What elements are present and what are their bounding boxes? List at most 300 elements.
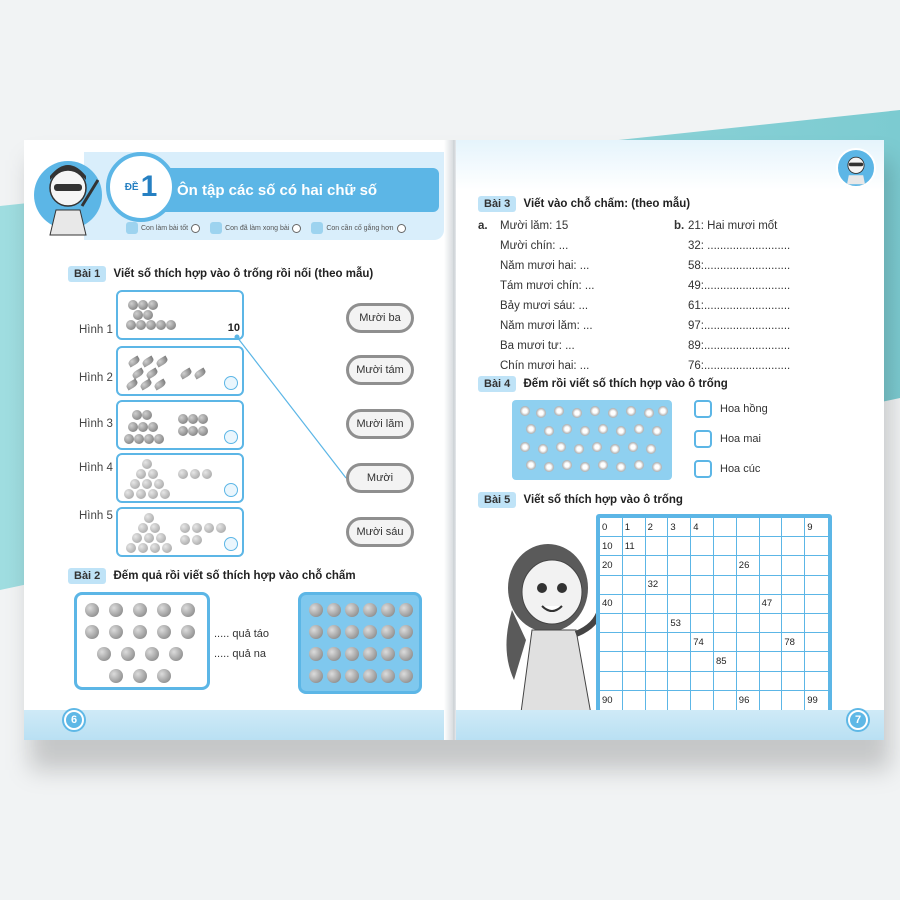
answer-box[interactable] (694, 400, 712, 418)
apple-icon (202, 469, 212, 479)
custard-apple-icon (327, 603, 341, 617)
grid-cell: 32 (646, 576, 669, 595)
hinh-label: Hình 2 (79, 372, 113, 384)
option-label: Hoa hồng (720, 403, 768, 415)
grid-cell: 47 (760, 595, 783, 614)
custard-apple-icon (381, 647, 395, 661)
answer-circle[interactable] (224, 430, 238, 444)
apple-icon (130, 479, 140, 489)
option-label: Hoa mai (720, 433, 761, 445)
col-b-item: 32: .......................... (688, 240, 791, 252)
grid-cell[interactable] (737, 633, 760, 652)
page-number: 7 (848, 710, 868, 730)
grid-cell: 26 (737, 556, 760, 575)
flower-icon (520, 442, 530, 452)
grid-cell[interactable] (714, 633, 737, 652)
custard-apple-icon (309, 603, 323, 617)
grid-cell[interactable] (600, 614, 623, 633)
fruit-icon (188, 414, 198, 424)
flower-icon (544, 462, 554, 472)
grid-cell[interactable] (668, 576, 691, 595)
fruit-icon (178, 414, 188, 424)
option-pill[interactable]: Mười (346, 463, 414, 493)
answer-circle[interactable] (224, 376, 238, 390)
col-b-item: 76:........................... (688, 360, 791, 372)
grid-cell[interactable] (714, 537, 737, 556)
grid-cell[interactable] (691, 537, 714, 556)
rating-checkbox[interactable] (292, 224, 301, 233)
bai2-heading (68, 568, 356, 584)
bai3-tag: Bài 3 (478, 196, 516, 212)
grid-cell[interactable] (600, 652, 623, 671)
custard-apple-icon (345, 603, 359, 617)
custard-apple-icon (309, 669, 323, 683)
flower-icon (526, 424, 536, 434)
grid-cell: 99 (807, 694, 818, 706)
onion-icon (216, 523, 226, 533)
grid-cell[interactable] (691, 576, 714, 595)
carrot-icon (127, 355, 141, 367)
carrot-icon (141, 355, 155, 367)
flower-icon (628, 442, 638, 452)
col-a-item: Chín mươi hai: ... (500, 360, 590, 372)
hinh-label: Hình 4 (79, 462, 113, 474)
flower-icon (554, 406, 564, 416)
hinh-box (116, 290, 244, 340)
apple-icon (109, 603, 123, 617)
bai1-heading (68, 266, 373, 282)
grid-cell[interactable] (805, 633, 828, 652)
flower-icon (652, 426, 662, 436)
rating-item (126, 222, 200, 234)
flower-icon (544, 426, 554, 436)
apple-icon (124, 489, 134, 499)
fruit-icon (124, 434, 134, 444)
bai5-title: Viết số thích hợp vào ô trống (523, 494, 683, 506)
grid-cell[interactable] (623, 633, 646, 652)
apple-icon (181, 603, 195, 617)
answer-box[interactable] (694, 460, 712, 478)
option-pill[interactable]: Mười lăm (346, 409, 414, 439)
grid-cell[interactable] (600, 672, 623, 691)
onion-icon (138, 543, 148, 553)
flower-icon (646, 444, 656, 454)
custard-apple-icon (327, 647, 341, 661)
hinh-box (116, 400, 244, 450)
carrot-icon (179, 367, 193, 379)
grid-cell[interactable] (691, 595, 714, 614)
flower-icon (562, 424, 572, 434)
flower-panel (512, 400, 672, 480)
col-b-item: 58:........................... (688, 260, 791, 272)
apple-icon (157, 669, 171, 683)
fruit-icon (132, 410, 142, 420)
rating-checkbox[interactable] (191, 224, 200, 233)
apple-icon (121, 647, 135, 661)
rating-item (210, 222, 301, 234)
bai4-heading (478, 376, 728, 392)
grid-cell[interactable] (737, 537, 760, 556)
fruit-icon (148, 300, 158, 310)
custard-apple-icon (363, 603, 377, 617)
grid-cell[interactable] (782, 614, 805, 633)
col-b-item: 21: Hai mươi mốt (688, 220, 778, 232)
grid-cell[interactable] (668, 537, 691, 556)
grid-cell[interactable] (646, 595, 669, 614)
fruit-icon (148, 422, 158, 432)
flower-icon (538, 444, 548, 454)
rating-label: Con làm bài tốt (141, 224, 189, 232)
grid-cell[interactable] (646, 633, 669, 652)
grid-cell: 40 (600, 595, 623, 614)
col-b-item: 61:........................... (688, 300, 791, 312)
superhero-mascot-icon (32, 140, 104, 250)
carrot-icon (153, 378, 167, 390)
carrot-icon (145, 367, 159, 379)
apple-count-line: ..... quả táo (214, 628, 270, 640)
hinh-box (116, 507, 244, 557)
flower-icon (616, 462, 626, 472)
fruit-icon (143, 310, 153, 320)
answer-box[interactable] (694, 430, 712, 448)
fruit-icon (142, 410, 152, 420)
grid-cell: 85 (714, 652, 737, 671)
grid-cell[interactable] (668, 633, 691, 652)
fruit-icon (128, 422, 138, 432)
fruit-icon (144, 434, 154, 444)
flower-icon (580, 462, 590, 472)
col-a-marker: a. (478, 220, 488, 232)
flower-icon (556, 442, 566, 452)
lesson-badge (106, 152, 176, 222)
apple-icon (190, 469, 200, 479)
grid-cell: 90 (600, 691, 623, 710)
bai1-tag: Bài 1 (68, 266, 106, 282)
custard-apple-icon (363, 669, 377, 683)
fruit-icon (154, 434, 164, 444)
apple-icon (133, 603, 147, 617)
grid-cell[interactable] (646, 672, 669, 691)
custard-apple-icon (327, 625, 341, 639)
grid-cell[interactable] (646, 652, 669, 671)
apple-icon (133, 625, 147, 639)
option-pill[interactable]: Mười tám (346, 355, 414, 385)
grid-cell: 2 (646, 518, 669, 537)
col-b-marker: b. (674, 220, 685, 232)
grid-cell[interactable] (600, 633, 623, 652)
grid-cell[interactable] (646, 556, 669, 575)
fruit-icon (178, 426, 188, 436)
grid-cell[interactable] (714, 518, 737, 537)
onion-icon (144, 513, 154, 523)
grid-cell[interactable] (691, 652, 714, 671)
grid-cell[interactable] (714, 556, 737, 575)
grid-cell[interactable] (714, 614, 737, 633)
grid-cell: 1 (623, 518, 646, 537)
custard-apple-icon (381, 669, 395, 683)
grid-cell[interactable] (782, 691, 805, 710)
page-footer-band (456, 710, 884, 740)
grid-cell[interactable] (805, 614, 828, 633)
fruit-icon (188, 426, 198, 436)
custard-apple-icon (309, 625, 323, 639)
col-a-item: Năm mươi hai: ... (500, 260, 590, 272)
grid-cell[interactable] (691, 556, 714, 575)
grid-cell: 9 (805, 518, 828, 537)
answer-circle[interactable] (224, 483, 238, 497)
flower-icon (652, 462, 662, 472)
hand-icon (126, 222, 138, 234)
custard-apple-icon (309, 647, 323, 661)
grid-cell[interactable] (737, 614, 760, 633)
flower-icon (610, 444, 620, 454)
carrot-icon (125, 378, 139, 390)
flower-icon (634, 424, 644, 434)
col-b-item: 97:........................... (688, 320, 791, 332)
col-b-item: 49:........................... (688, 280, 791, 292)
grid-cell[interactable] (760, 556, 783, 575)
grid-cell[interactable] (760, 576, 783, 595)
flower-icon (536, 408, 546, 418)
rating-checkbox[interactable] (397, 224, 406, 233)
self-rating-row (126, 222, 406, 234)
grid-cell[interactable] (760, 652, 783, 671)
grid-cell[interactable] (646, 691, 669, 710)
onion-icon (192, 523, 202, 533)
flower-icon (520, 406, 530, 416)
custard-apple-icon (381, 603, 395, 617)
custard-apple-icon (345, 669, 359, 683)
grid-cell[interactable] (623, 672, 646, 691)
grid-cell[interactable] (782, 652, 805, 671)
grid-cell: 20 (600, 556, 623, 575)
answer-value: 10 (227, 322, 240, 334)
grid-cell[interactable] (714, 691, 737, 710)
apple-icon (142, 479, 152, 489)
apple-icon (160, 489, 170, 499)
col-a-item: Bảy mươi sáu: ... (500, 300, 589, 312)
grid-cell[interactable] (646, 537, 669, 556)
grid-cell[interactable] (782, 518, 805, 537)
custard-apple-icon (327, 669, 341, 683)
grid-cell[interactable] (737, 672, 760, 691)
grid-cell[interactable] (668, 595, 691, 614)
custard-apple-icon (345, 647, 359, 661)
apple-icon (136, 469, 146, 479)
grid-cell[interactable] (668, 672, 691, 691)
custard-apple-icon (363, 625, 377, 639)
superhero-mascot-icon (836, 148, 876, 188)
grid-cell[interactable] (782, 576, 805, 595)
flower-icon (608, 408, 618, 418)
grid-cell[interactable] (805, 652, 828, 671)
grid-cell[interactable] (805, 595, 828, 614)
open-book (24, 140, 884, 750)
onion-icon (138, 523, 148, 533)
grid-cell[interactable] (782, 556, 805, 575)
hinh-label: Hình 5 (79, 510, 113, 522)
grid-cell[interactable] (760, 537, 783, 556)
grid-cell[interactable] (691, 672, 714, 691)
carrot-icon (193, 367, 207, 379)
bai5-heading (478, 492, 683, 508)
answer-circle[interactable] (224, 537, 238, 551)
grid-cell[interactable] (668, 691, 691, 710)
grid-cell[interactable] (714, 595, 737, 614)
onion-icon (180, 535, 190, 545)
rating-label: Con đã làm xong bài (225, 224, 290, 232)
apple-icon (145, 647, 159, 661)
grid-cell: 4 (691, 518, 714, 537)
col-a-item: Ba mươi tư: ... (500, 340, 575, 352)
fruit-icon (166, 320, 176, 330)
grid-cell[interactable] (805, 537, 828, 556)
col-a-item: Tám mươi chín: ... (500, 280, 595, 292)
flower-icon (658, 406, 668, 416)
grid-cell[interactable] (737, 518, 760, 537)
custard-apple-icon (399, 603, 413, 617)
grid-cell: 78 (782, 633, 805, 652)
grid-cell[interactable] (760, 614, 783, 633)
rating-label: Con cần cố gắng hơn (326, 224, 394, 232)
onion-icon (180, 523, 190, 533)
fruit-icon (156, 320, 166, 330)
right-page (456, 140, 884, 740)
hinh-box (116, 453, 244, 503)
onion-icon (156, 533, 166, 543)
onion-icon (150, 523, 160, 533)
flower-icon (526, 460, 536, 470)
grid-cell[interactable] (760, 672, 783, 691)
onion-icon (150, 543, 160, 553)
grid-cell[interactable] (646, 614, 669, 633)
fist-icon (311, 222, 323, 234)
number-grid-cells (600, 518, 828, 710)
grid-cell[interactable] (760, 691, 783, 710)
grid-cell[interactable] (805, 672, 828, 691)
grid-cell[interactable] (623, 691, 646, 710)
fruit-icon (198, 414, 208, 424)
grid-cell[interactable] (691, 691, 714, 710)
apple-icon (109, 625, 123, 639)
grid-cell[interactable] (737, 595, 760, 614)
grid-cell[interactable] (737, 652, 760, 671)
grid-cell[interactable] (714, 672, 737, 691)
clap-icon (210, 222, 222, 234)
hinh-label: Hình 1 (79, 324, 113, 336)
flower-icon (644, 408, 654, 418)
header-band (456, 140, 884, 190)
grid-cell[interactable] (668, 556, 691, 575)
custard-apple-icon (399, 669, 413, 683)
bai2-tag: Bài 2 (68, 568, 106, 584)
rating-item (311, 222, 405, 234)
fruit-icon (126, 320, 136, 330)
col-b-item: 89:........................... (688, 340, 791, 352)
grid-cell[interactable] (760, 633, 783, 652)
custard-apple-icon (381, 625, 395, 639)
carrot-icon (155, 355, 169, 367)
onion-icon (132, 533, 142, 543)
grid-cell[interactable] (760, 518, 783, 537)
grid-cell: 96 (737, 691, 760, 710)
flower-icon (572, 408, 582, 418)
option-pill[interactable]: Mười ba (346, 303, 414, 333)
fruit-icon (128, 300, 138, 310)
option-pill[interactable]: Mười sáu (346, 517, 414, 547)
flower-icon (626, 406, 636, 416)
bai4-tag: Bài 4 (478, 376, 516, 392)
grid-cell: 10 (600, 537, 623, 556)
grid-cell[interactable] (805, 556, 828, 575)
custard-apple-panel (298, 592, 422, 694)
custard-apple-icon (345, 625, 359, 639)
flower-icon (598, 460, 608, 470)
grid-cell[interactable] (805, 576, 828, 595)
option-label: Hoa cúc (720, 463, 761, 475)
grid-cell[interactable] (600, 576, 623, 595)
grid-cell[interactable] (691, 614, 714, 633)
onion-icon (126, 543, 136, 553)
bai2-title: Đếm quả rồi viết số thích hợp vào chỗ chấm (113, 570, 356, 582)
flower-option (694, 430, 761, 448)
grid-cell: 11 (623, 537, 646, 556)
lesson-title: Ôn tập các số có hai chữ số (119, 168, 439, 212)
grid-cell[interactable] (623, 652, 646, 671)
grid-cell[interactable] (623, 556, 646, 575)
grid-cell[interactable] (782, 537, 805, 556)
onion-icon (204, 523, 214, 533)
flower-icon (598, 424, 608, 434)
fruit-icon (138, 300, 148, 310)
flower-icon (574, 444, 584, 454)
grid-cell[interactable] (668, 652, 691, 671)
onion-icon (144, 533, 154, 543)
custard-apple-icon (363, 647, 377, 661)
onion-icon (162, 543, 172, 553)
apple-icon (85, 603, 99, 617)
grid-cell[interactable] (737, 576, 760, 595)
fruit-icon (136, 320, 146, 330)
apple-icon (181, 625, 195, 639)
number-grid (596, 514, 832, 714)
grid-cell[interactable] (782, 595, 805, 614)
grid-cell[interactable] (623, 576, 646, 595)
grid-cell[interactable] (782, 672, 805, 691)
col-a-item: Năm mươi lăm: ... (500, 320, 593, 332)
apple-icon (109, 669, 123, 683)
apple-icon (154, 479, 164, 489)
col-a-item: Mười lăm: 15 (500, 220, 569, 232)
bai3-title: Viết vào chỗ chấm: (theo mẫu) (523, 198, 691, 210)
grid-cell: 3 (668, 518, 691, 537)
apple-icon (97, 647, 111, 661)
grid-cell[interactable] (623, 614, 646, 633)
flower-icon (580, 426, 590, 436)
apple-icon (169, 647, 183, 661)
bai5-tag: Bài 5 (478, 492, 516, 508)
apple-icon (178, 469, 188, 479)
girl-illustration-icon (496, 530, 606, 720)
apple-icon (157, 603, 171, 617)
custard-apple-count-line: ..... quả na (214, 648, 266, 660)
grid-cell[interactable] (714, 576, 737, 595)
carrot-icon (139, 378, 153, 390)
fruit-icon (138, 422, 148, 432)
apple-icon (136, 489, 146, 499)
grid-cell[interactable] (623, 595, 646, 614)
apple-icon (85, 625, 99, 639)
